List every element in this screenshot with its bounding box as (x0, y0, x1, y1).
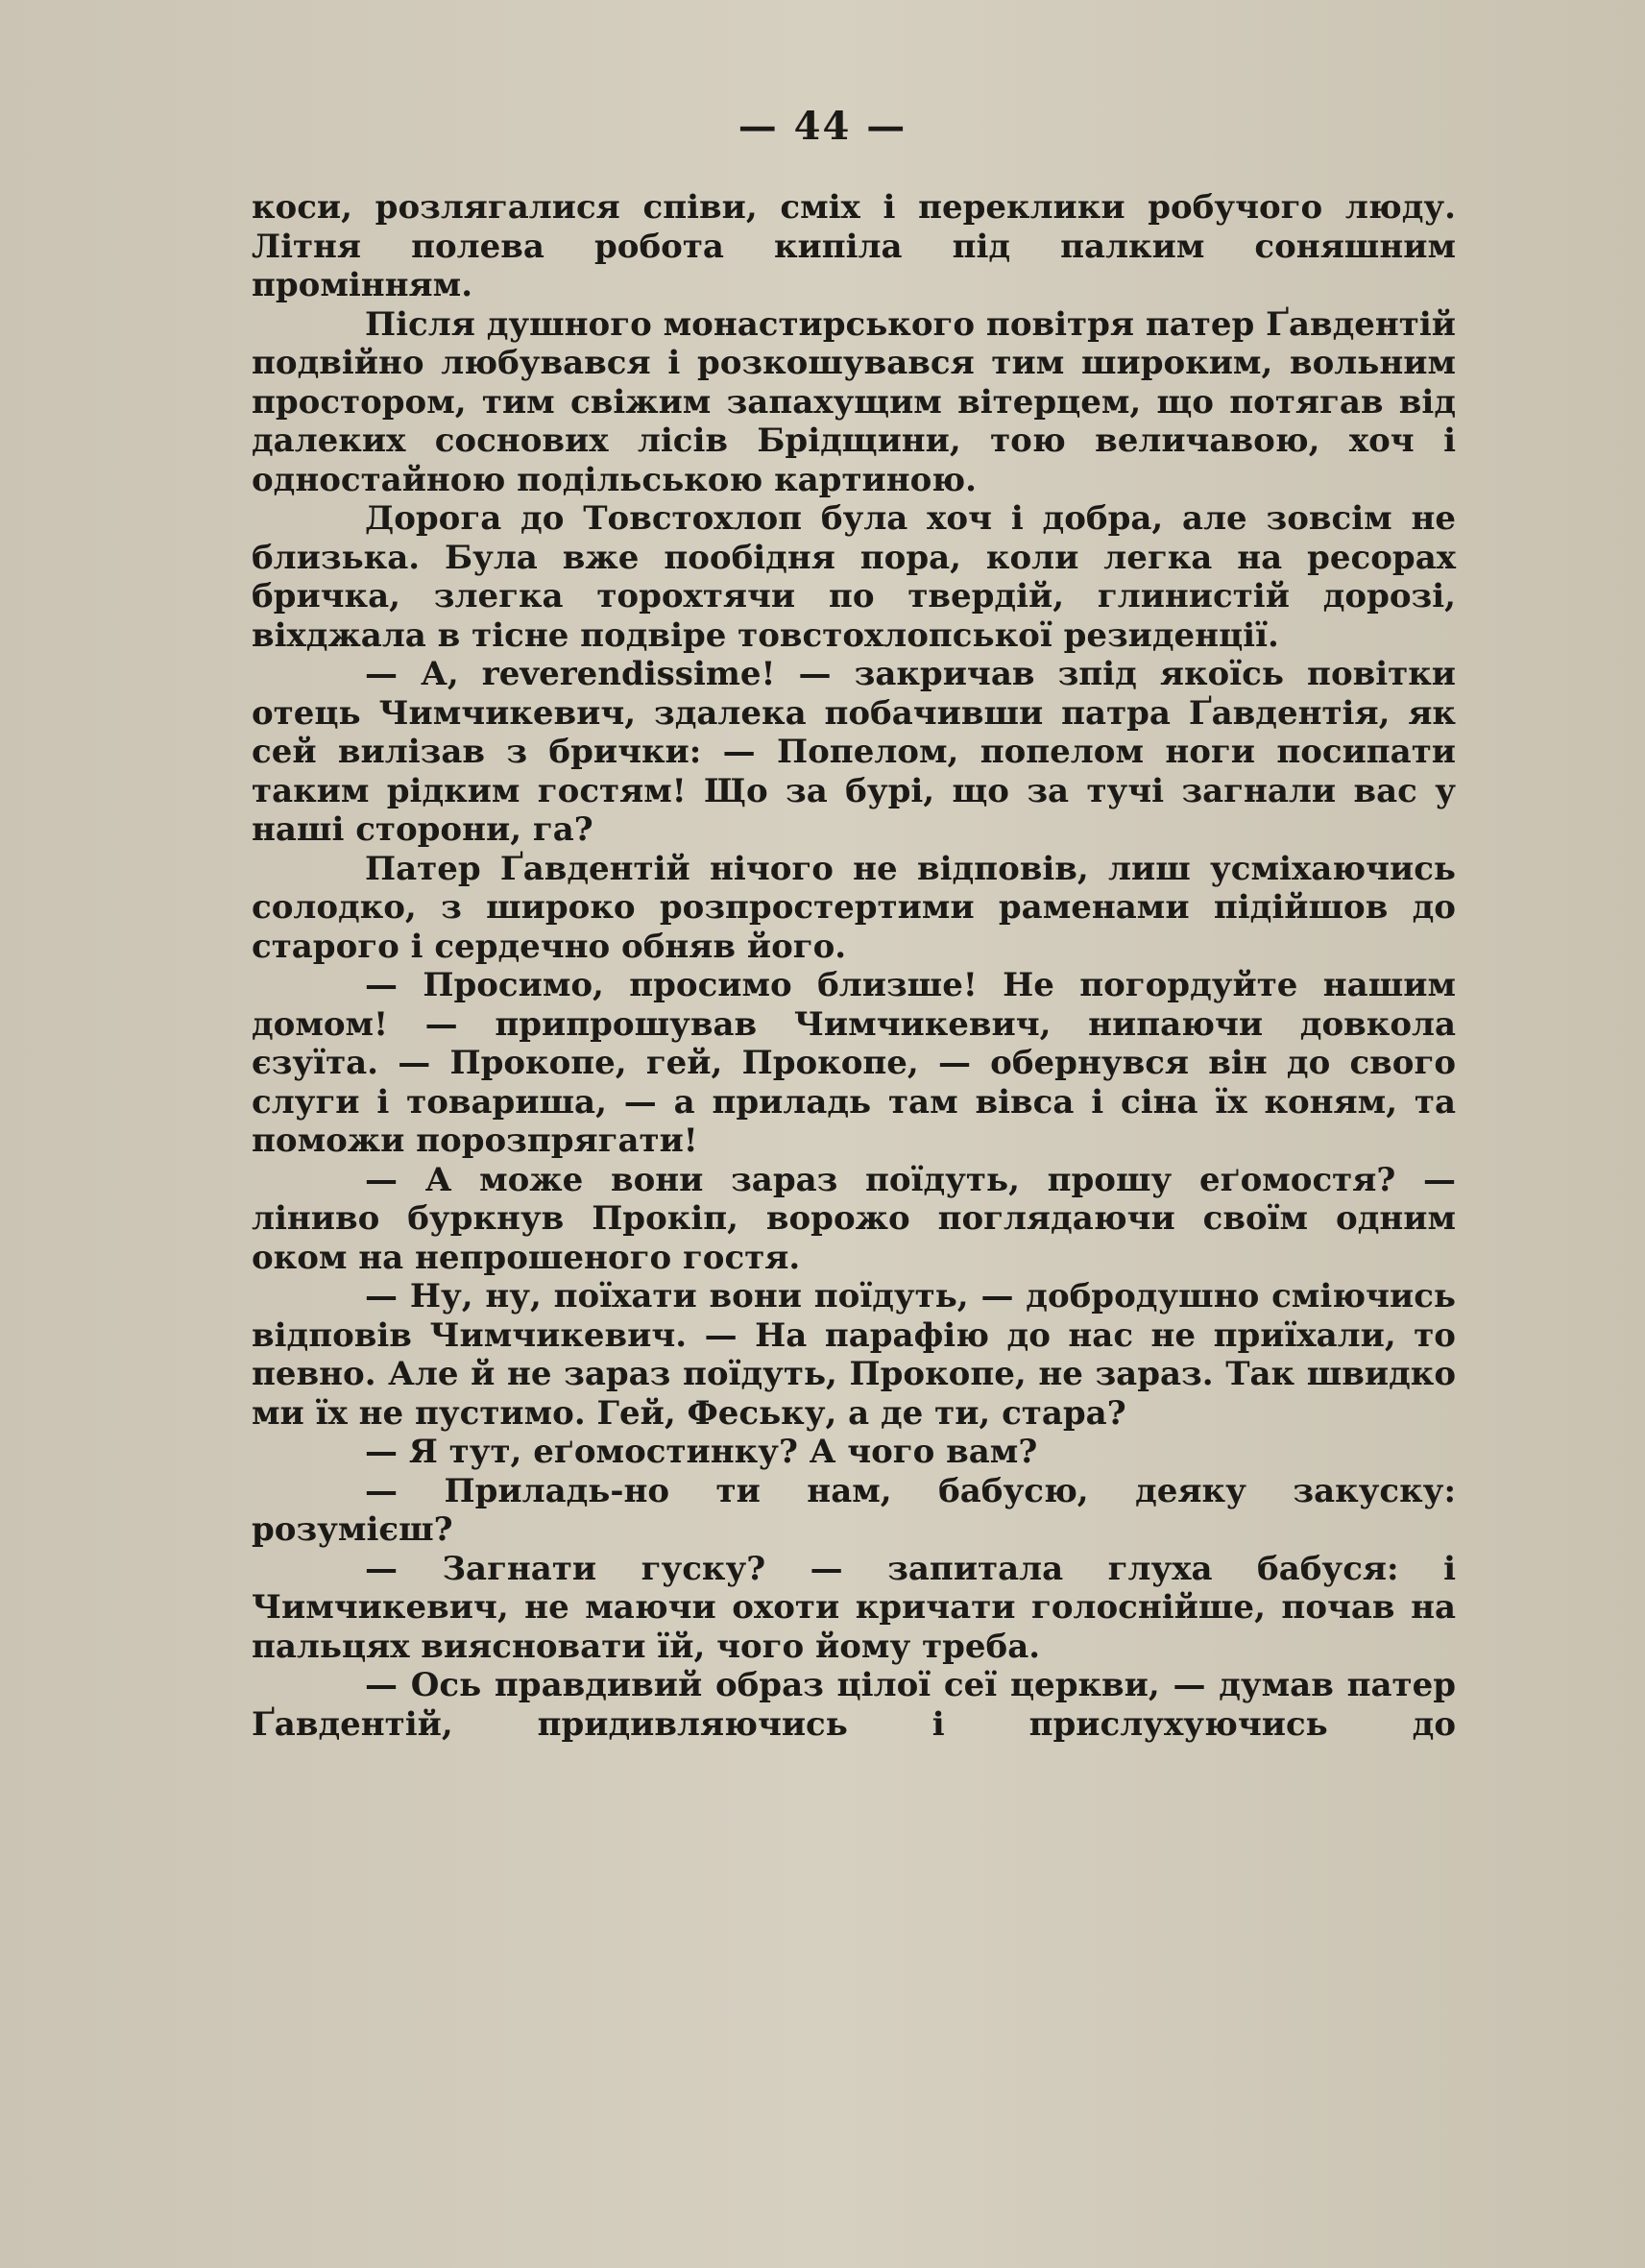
page-number: — 44 — (738, 104, 907, 149)
paragraph-6: — Просимо, просимо близше! Не погордуйте нашим домом! — припрошував Чимчикевич, нипаючи довкола єзуїта. — Прокопе, гей, Прокопе, — обернувся він до свого слуги і товариша, — а приладь там вівса і сіна їх коням, та поможи порозпрягати! (252, 966, 1456, 1160)
paragraph-2: Після душного монастирського повітря патер Ґавдентій подвійно любувався і розкошувався тим широким, вольним простором, тим свіжим запахущим вітерцем, що потягав від далеких соснових лісів Брідщини, тою величавою, хоч і одностайною подільською картиною. (252, 304, 1456, 499)
paragraph-9: — Я тут, еґомостинку? А чого вам? (365, 1433, 1038, 1471)
paragraph-12: — Ось правдивий образ цілої сеї церкви, — думав патер Ґавдентій, придивляючись і прислухуючись до (252, 1666, 1456, 1744)
paragraph-8: — Ну, ну, поїхати вони поїдуть, — добродушно сміючись відповів Чимчикевич. — На парафію до нас не приїхали, то певно. Але й не зараз поїдуть, Прокопе, не зараз. Так швидко ми їх не пустимо. Гей, Феську, а де ти, стара? (252, 1277, 1456, 1433)
paragraph-3: Дорога до Товстохлоп була хоч і добра, але зовсім не близька. Була вже пообідня пора, коли легка на ресорах бричка, злегка торохтячи по твердій, глинистій дорозі, віхджала в тісне подвіре товстохлопської резиденції. (252, 499, 1456, 655)
paragraph-1: коси, розлягалися співи, сміх і переклики робучого люду. Літня полева робота кипіла під палким соняшним промінням. (252, 188, 1456, 304)
body-text (252, 188, 1456, 1744)
paragraph-10: — Приладь-но ти нам, бабусю, деяку закуску: розумієш? (252, 1471, 1456, 1549)
paragraph-7: — А може вони зараз поїдуть, прошу еґомостя? — ліниво буркнув Прокіп, ворожо поглядаючи своїм одним оком на непрошеного гостя. (252, 1160, 1456, 1277)
paragraph-11: — Загнати гуску? — запитала глуха бабуся: і Чимчикевич, не маючи охоти кричати голоснійше, почав на пальцях виясновати їй, чого йому треба. (252, 1549, 1456, 1666)
paragraph-5: Патер Ґавдентій нічого не відповів, лиш усміхаючись солодко, з широко розпростертими раменами підійшов до старого і сердечно обняв його. (252, 849, 1456, 966)
paragraph-4: — А, reverendissime! — закричав зпід якоїсь повітки отець Чимчикевич, здалека побачивши патра Ґавдентія, як сей вилізав з брички: — Попелом, попелом ноги посипати таким рідким гостям! Що за бурі, що за тучі загнали вас у наші сторони, га? (252, 655, 1456, 849)
